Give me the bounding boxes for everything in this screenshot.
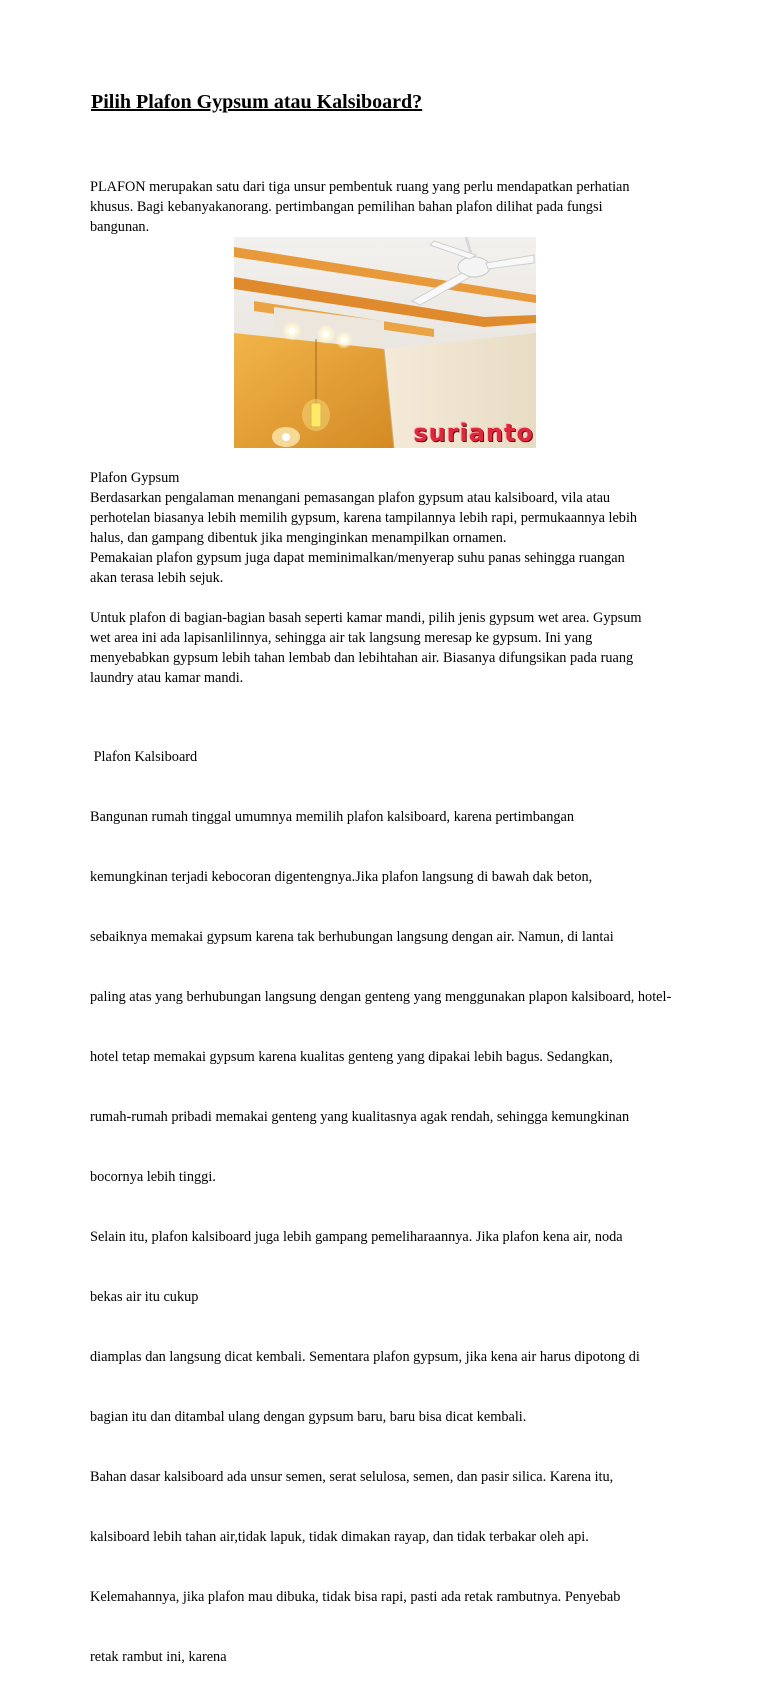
text-line: diamplas dan langsung dicat kembali. Sementara plafon gypsum, jika kena air harus dipotong di bbox=[90, 1349, 640, 1365]
section-heading: Plafon Kalsiboard bbox=[90, 749, 198, 765]
text-line: laundry atau kamar mandi. bbox=[90, 670, 244, 686]
text-line: khusus. Bagi kebanyakanorang. pertimbangan pemilihan bahan plafon dilihat pada fungsi bbox=[90, 199, 603, 215]
text-line: bocornya lebih tinggi. bbox=[90, 1169, 216, 1185]
text-line: kemungkinan terjadi kebocoran digentengnya.Jika plafon langsung di bawah dak beton, bbox=[90, 869, 593, 885]
text-line: Berdasarkan pengalaman menangani pemasangan plafon gypsum atau kalsiboard, vila atau bbox=[90, 490, 611, 506]
text-line: akan terasa lebih sejuk. bbox=[90, 570, 224, 586]
photo-watermark: surianto bbox=[413, 419, 534, 447]
text-line: sebaiknya memakai gypsum karena tak berhubungan langsung dengan air. Namun, di lantai bbox=[90, 929, 614, 945]
text-line: Kelemahannya, jika plafon mau dibuka, tidak bisa rapi, pasti ada retak rambutnya. Penyebab bbox=[90, 1589, 621, 1605]
kalsiboard-section bbox=[90, 707, 682, 1707]
text-line: wet area ini ada lapisanlilinnya, sehingga air tak langsung meresap ke gypsum. Ini yang bbox=[90, 630, 593, 646]
text-line: hotel tetap memakai gypsum karena kualitas genteng yang dipakai lebih bagus. Sedangkan, bbox=[90, 1049, 613, 1065]
text-line: PLAFON merupakan satu dari tiga unsur pembentuk ruang yang perlu mendapatkan perhatian bbox=[90, 179, 630, 195]
text-line: rumah-rumah pribadi memakai genteng yang kualitasnya agak rendah, sehingga kemungkinan bbox=[90, 1109, 630, 1125]
text-line: halus, dan gampang dibentuk jika menginginkan menampilkan ornamen. bbox=[90, 530, 507, 546]
text-line: perhotelan biasanya lebih memilih gypsum, karena tampilannya lebih rapi, permukaannya lebih bbox=[90, 510, 638, 526]
gypsum-section bbox=[90, 468, 682, 588]
document-title: Pilih Plafon Gypsum atau Kalsiboard? bbox=[91, 91, 423, 113]
text-line: Bahan dasar kalsiboard ada unsur semen, serat selulosa, semen, dan pasir silica. Karena itu, bbox=[90, 1469, 614, 1485]
text-line: bekas air itu cukup bbox=[90, 1289, 199, 1305]
text-line: Untuk plafon di bagian-bagian basah seperti kamar mandi, pilih jenis gypsum wet area. Gypsum bbox=[90, 610, 642, 626]
text-line: bagian itu dan ditambal ulang dengan gypsum baru, baru bisa dicat kembali. bbox=[90, 1409, 527, 1425]
text-line: kalsiboard lebih tahan air,tidak lapuk, tidak dimakan rayap, dan tidak terbakar oleh api. bbox=[90, 1529, 589, 1545]
text-line: Selain itu, plafon kalsiboard juga lebih gampang pemeliharaannya. Jika plafon kena air, noda bbox=[90, 1229, 623, 1245]
section-heading: Plafon Gypsum bbox=[90, 470, 180, 486]
ceiling-photo-illustration bbox=[234, 237, 536, 448]
text-line: Pemakaian plafon gypsum juga dapat meminimalkan/menyerap suhu panas sehingga ruangan bbox=[90, 550, 625, 566]
ceiling-photo bbox=[234, 237, 536, 448]
text-line: paling atas yang berhubungan langsung dengan genteng yang menggunakan plapon kalsiboard, hotel- bbox=[90, 989, 672, 1005]
wet-area-paragraph bbox=[90, 608, 682, 688]
text-line: menyebabkan gypsum lebih tahan lembab dan lebihtahan air. Biasanya difungsikan pada ruang bbox=[90, 650, 634, 666]
text-line: bangunan. bbox=[90, 219, 150, 235]
text-line: Bangunan rumah tinggal umumnya memilih plafon kalsiboard, karena pertimbangan bbox=[90, 809, 574, 825]
intro-paragraph bbox=[90, 177, 682, 237]
text-line: retak rambut ini, karena bbox=[90, 1649, 227, 1665]
